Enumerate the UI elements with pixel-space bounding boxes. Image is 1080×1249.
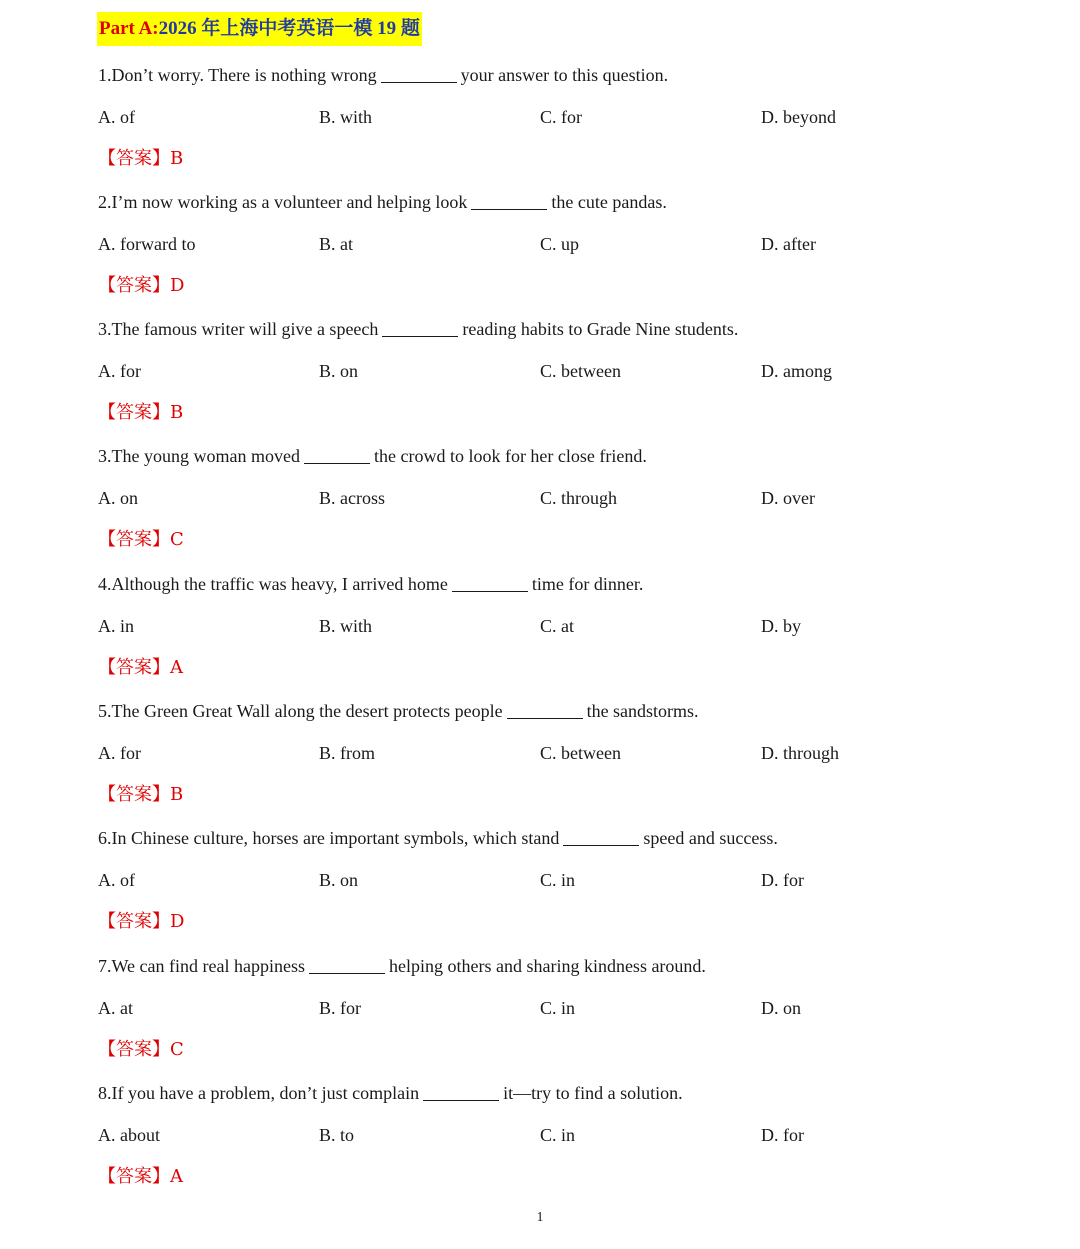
page-title bbox=[97, 12, 422, 46]
question-stem bbox=[98, 189, 667, 215]
option-a: A. for bbox=[98, 743, 141, 763]
question-6 bbox=[0, 698, 1080, 825]
option-c: C. in bbox=[540, 998, 576, 1018]
option-d: D. through bbox=[761, 743, 839, 763]
question-8 bbox=[0, 953, 1080, 1080]
stem-before-blank: 7.We can find real happiness bbox=[98, 956, 305, 976]
option-d: D. beyond bbox=[761, 107, 836, 127]
stem-before-blank: 6.In Chinese culture, horses are important symbols, which stand bbox=[98, 828, 560, 848]
stem-after-blank: reading habits to Grade Nine students. bbox=[462, 319, 739, 339]
page-number: 1 bbox=[536, 1210, 544, 1225]
option-d: D. for bbox=[761, 1125, 804, 1145]
answer-blank bbox=[471, 191, 547, 210]
answer-key: 【答案】B bbox=[98, 148, 184, 169]
question-stem bbox=[98, 825, 778, 851]
option-a: A. about bbox=[98, 1125, 160, 1145]
question-stem bbox=[98, 443, 647, 469]
option-a: A. of bbox=[98, 870, 135, 890]
answer-blank bbox=[382, 318, 458, 337]
option-b: B. at bbox=[319, 234, 353, 254]
option-b: B. with bbox=[319, 107, 373, 127]
answer-key: 【答案】B bbox=[98, 784, 184, 805]
option-a: A. of bbox=[98, 107, 135, 127]
option-b: B. to bbox=[319, 1125, 355, 1145]
question-4 bbox=[0, 443, 1080, 570]
option-c: C. for bbox=[540, 107, 582, 127]
option-a: A. for bbox=[98, 361, 141, 381]
stem-after-blank: it—try to find a solution. bbox=[503, 1083, 683, 1103]
option-a: A. forward to bbox=[98, 234, 196, 254]
option-d: D. after bbox=[761, 234, 816, 254]
answer-key: 【答案】D bbox=[98, 911, 185, 932]
stem-after-blank: speed and success. bbox=[643, 828, 778, 848]
answer-blank bbox=[507, 700, 583, 719]
stem-after-blank: the sandstorms. bbox=[586, 701, 699, 721]
question-9 bbox=[0, 1080, 1080, 1207]
stem-before-blank: 1.Don’t worry. There is nothing wrong bbox=[98, 65, 377, 85]
option-a: A. at bbox=[98, 998, 133, 1018]
question-7 bbox=[0, 825, 1080, 952]
option-b: B. for bbox=[319, 998, 361, 1018]
answer-blank bbox=[452, 573, 528, 592]
question-5 bbox=[0, 571, 1080, 698]
answer-blank bbox=[563, 827, 639, 846]
question-3 bbox=[0, 316, 1080, 443]
answer-key: 【答案】D bbox=[98, 275, 185, 296]
question-stem bbox=[98, 698, 699, 724]
answer-blank bbox=[423, 1082, 499, 1101]
answer-key: 【答案】B bbox=[98, 402, 184, 423]
option-a: A. on bbox=[98, 488, 138, 508]
answer-key: 【答案】C bbox=[98, 1039, 184, 1060]
question-stem bbox=[98, 62, 668, 88]
option-d: D. for bbox=[761, 870, 804, 890]
stem-after-blank: the cute pandas. bbox=[551, 192, 667, 212]
option-d: D. on bbox=[761, 998, 801, 1018]
option-c: C. in bbox=[540, 870, 576, 890]
stem-before-blank: 2.I’m now working as a volunteer and helping look bbox=[98, 192, 468, 212]
option-c: C. through bbox=[540, 488, 618, 508]
stem-before-blank: 4.Although the traffic was heavy, I arrived home bbox=[98, 574, 448, 594]
question-stem bbox=[98, 316, 738, 342]
answer-key: 【答案】A bbox=[98, 1166, 183, 1187]
option-a: A. in bbox=[98, 616, 134, 636]
option-c: C. at bbox=[540, 616, 574, 636]
stem-after-blank: time for dinner. bbox=[531, 574, 644, 594]
option-b: B. across bbox=[319, 488, 385, 508]
question-stem bbox=[98, 1080, 683, 1106]
stem-before-blank: 8.If you have a problem, don’t just complain bbox=[98, 1083, 420, 1103]
option-c: C. between bbox=[540, 361, 621, 381]
title-part-label: Part A: bbox=[99, 18, 159, 39]
stem-after-blank: the crowd to look for her close friend. bbox=[373, 446, 647, 466]
option-c: C. up bbox=[540, 234, 580, 254]
stem-after-blank: helping others and sharing kindness around. bbox=[388, 956, 706, 976]
answer-key: 【答案】C bbox=[98, 529, 184, 550]
stem-after-blank: your answer to this question. bbox=[460, 65, 669, 85]
question-1 bbox=[0, 62, 1080, 189]
option-b: B. on bbox=[319, 361, 359, 381]
question-stem bbox=[98, 953, 706, 979]
answer-blank bbox=[309, 955, 385, 974]
option-b: B. from bbox=[319, 743, 375, 763]
option-c: C. in bbox=[540, 1125, 576, 1145]
option-d: D. by bbox=[761, 616, 801, 636]
title-text: 2026 年上海中考英语一模 19 题 bbox=[158, 18, 420, 39]
question-2 bbox=[0, 189, 1080, 316]
stem-before-blank: 5.The Green Great Wall along the desert protects people bbox=[98, 701, 503, 721]
answer-blank bbox=[381, 64, 457, 83]
stem-before-blank: 3.The famous writer will give a speech bbox=[98, 319, 379, 339]
option-b: B. on bbox=[319, 870, 359, 890]
question-stem bbox=[98, 571, 643, 597]
option-b: B. with bbox=[319, 616, 373, 636]
answer-blank bbox=[304, 445, 370, 464]
option-c: C. between bbox=[540, 743, 621, 763]
option-d: D. among bbox=[761, 361, 832, 381]
stem-before-blank: 3.The young woman moved bbox=[98, 446, 300, 466]
option-d: D. over bbox=[761, 488, 815, 508]
answer-key: 【答案】A bbox=[98, 657, 183, 678]
